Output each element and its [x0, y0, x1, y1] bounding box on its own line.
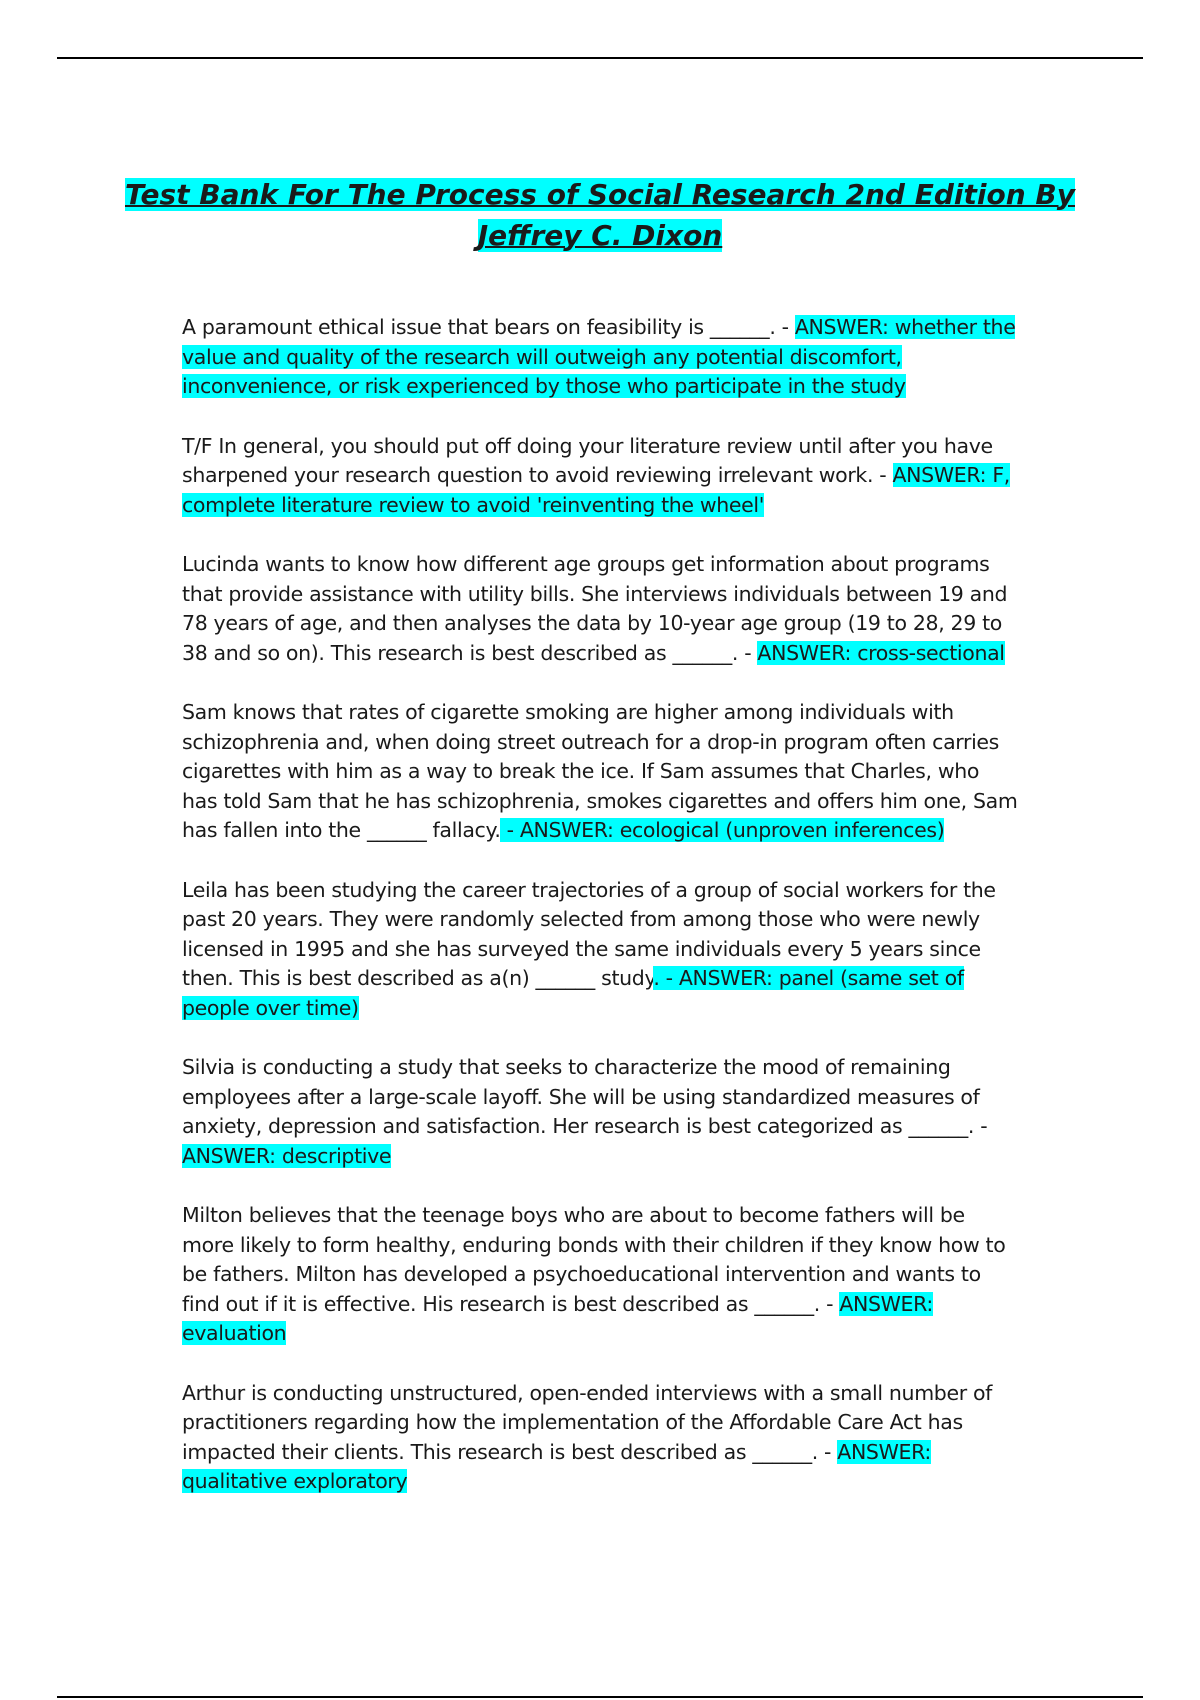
question-item [182, 550, 1020, 668]
question-item [182, 313, 1020, 402]
question-item [182, 876, 1020, 1024]
top-rule [57, 57, 1143, 59]
question-text: Leila has been studying the career trajectories of a group of social workers for the past 20 years. They were randomly selected from among those who were newly licensed in 1995 and she has surveyed the same individuals every 5 years since then. This is best described as a(n) ______ study [182, 877, 996, 990]
answer-text: ANSWER: F, complete literature review to avoid 'reinventing the wheel' [182, 463, 1010, 517]
question-text: Silvia is conducting a study that seeks to characterize the mood of remaining employees after a large-scale layoff. She will be using standardized measures of anxiety, depression and satisfaction. Her research is best categorized as ______. - [182, 1055, 988, 1138]
document-title [0, 174, 1200, 256]
question-item [182, 1053, 1020, 1171]
answer-text: ANSWER: cross-sectional [757, 640, 1005, 665]
question-text: Sam knows that rates of cigarette smoking are higher among individuals with schizophrenia and, when doing street outreach for a drop-in program often carries cigarettes with him as a way to break the ice. If Sam assumes that Charles, who has told Sam that he has schizophrenia, smokes cigarettes and offers him one, Sam has fallen into the ______ fallacy. [182, 700, 1018, 842]
answer-text: ANSWER: evaluation [182, 1291, 933, 1345]
question-text: Lucinda wants to know how different age groups get information about programs that provide assistance with utility bills. She interviews individuals between 19 and 78 years of age, and then analyses the data by 10-year age group (19 to 28, 29 to 38 and so on). This research is best described as ______. - [182, 552, 1008, 665]
answer-text: . - ANSWER: panel (same set of people over time) [182, 966, 964, 1020]
title-line-2: Jeffrey C. Dixon [477, 219, 723, 252]
answer-text: - ANSWER: ecological (unproven inferences) [500, 818, 945, 842]
question-item [182, 698, 1020, 846]
answer-text: ANSWER: qualitative exploratory [182, 1439, 931, 1493]
question-item [182, 1201, 1020, 1349]
question-text: Arthur is conducting unstructured, open-ended interviews with a small number of practitioners regarding how the implementation of the Affordable Care Act has impacted their clients. This research is best described as ______. - [182, 1380, 993, 1464]
answer-text: ANSWER: descriptive [182, 1143, 392, 1168]
question-item [182, 1379, 1020, 1497]
title-line-1: Test Bank For The Process of Social Research 2nd Edition By [125, 178, 1075, 211]
answer-text: ANSWER: whether the value and quality of the research will outweigh any potential discomfort, inconvenience, or risk experienced by those who participate in the study [182, 315, 1016, 398]
question-item [182, 432, 1020, 521]
question-text: Milton believes that the teenage boys who are about to become fathers will be more likely to form healthy, enduring bonds with their children if they know how to be fathers. Milton has developed a psychoeducational intervention and wants to find out if it is effective. His research is best described as ______. - [182, 1203, 1006, 1316]
bottom-rule [57, 1696, 1143, 1698]
question-text: T/F In general, you should put off doing your literature review until after you have sharpened your research question to avoid reviewing irrelevant work. - [182, 433, 993, 487]
question-text: A paramount ethical issue that bears on feasibility is ______. - [182, 315, 795, 339]
question-list [182, 313, 1020, 1527]
